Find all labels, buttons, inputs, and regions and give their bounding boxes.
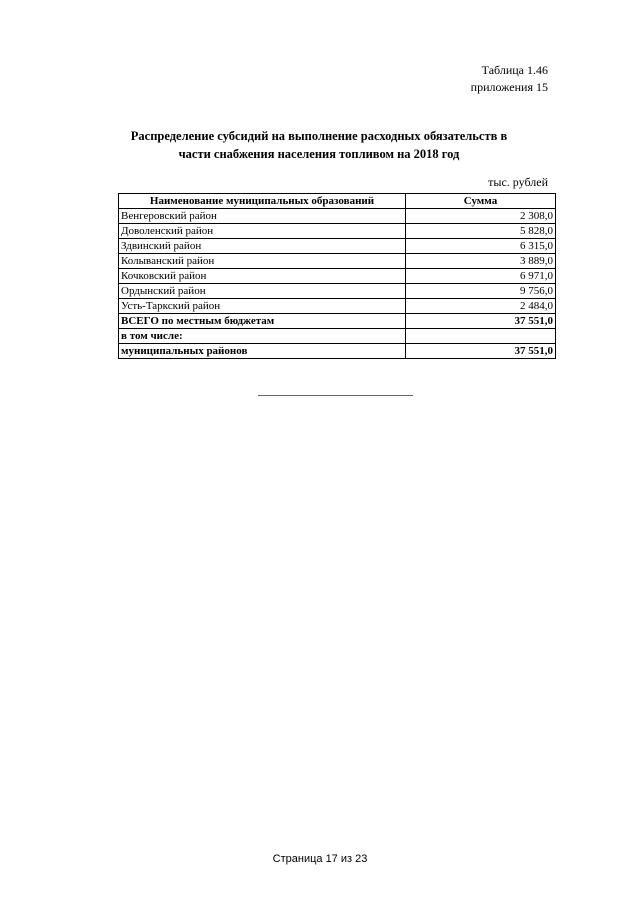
municipal-districts-amount: 37 551,0 bbox=[406, 344, 556, 359]
including-label: в том числе: bbox=[119, 329, 406, 344]
document-title bbox=[90, 127, 548, 163]
municipal-districts-label: муниципальных районов bbox=[119, 344, 406, 359]
municipality-name: Доволенский район bbox=[119, 224, 406, 239]
subsidy-table bbox=[118, 193, 556, 359]
table-header-row bbox=[119, 194, 556, 209]
table-row bbox=[119, 269, 556, 284]
subsidy-amount: 2 308,0 bbox=[406, 209, 556, 224]
column-header-name: Наименование муниципальных образований bbox=[119, 194, 406, 209]
subsidy-amount: 9 756,0 bbox=[406, 284, 556, 299]
subsidy-amount: 6 971,0 bbox=[406, 269, 556, 284]
municipality-name: Ордынский район bbox=[119, 284, 406, 299]
table-reference bbox=[471, 62, 548, 96]
subsidy-amount: 2 484,0 bbox=[406, 299, 556, 314]
including-amount bbox=[406, 329, 556, 344]
table-row bbox=[119, 239, 556, 254]
total-label: ВСЕГО по местным бюджетам bbox=[119, 314, 406, 329]
subsidy-amount: 3 889,0 bbox=[406, 254, 556, 269]
units-label: тыс. рублей bbox=[488, 175, 548, 189]
municipality-name: Венгеровский район bbox=[119, 209, 406, 224]
column-header-sum: Сумма bbox=[406, 194, 556, 209]
title-line-2: части снабжения населения топливом на 2018 год bbox=[178, 147, 460, 161]
total-row bbox=[119, 314, 556, 329]
table-row bbox=[119, 209, 556, 224]
municipality-name: Усть-Таркский район bbox=[119, 299, 406, 314]
table-number: Таблица 1.46 bbox=[481, 63, 548, 77]
appendix-number: приложения 15 bbox=[470, 80, 548, 94]
table-row bbox=[119, 299, 556, 314]
table-row bbox=[119, 284, 556, 299]
subsidy-amount: 5 828,0 bbox=[406, 224, 556, 239]
municipality-name: Здвинский район bbox=[119, 239, 406, 254]
municipality-name: Колыванский район bbox=[119, 254, 406, 269]
including-row bbox=[119, 329, 556, 344]
municipality-name: Кочковский район bbox=[119, 269, 406, 284]
municipal-districts-row bbox=[119, 344, 556, 359]
title-line-1: Распределение субсидий на выполнение расходных обязательств в bbox=[130, 129, 508, 143]
total-amount: 37 551,0 bbox=[406, 314, 556, 329]
table-row bbox=[119, 224, 556, 239]
page-number: Страница 17 из 23 bbox=[272, 853, 368, 865]
table-row bbox=[119, 254, 556, 269]
subsidy-amount: 6 315,0 bbox=[406, 239, 556, 254]
separator-line bbox=[258, 395, 413, 396]
